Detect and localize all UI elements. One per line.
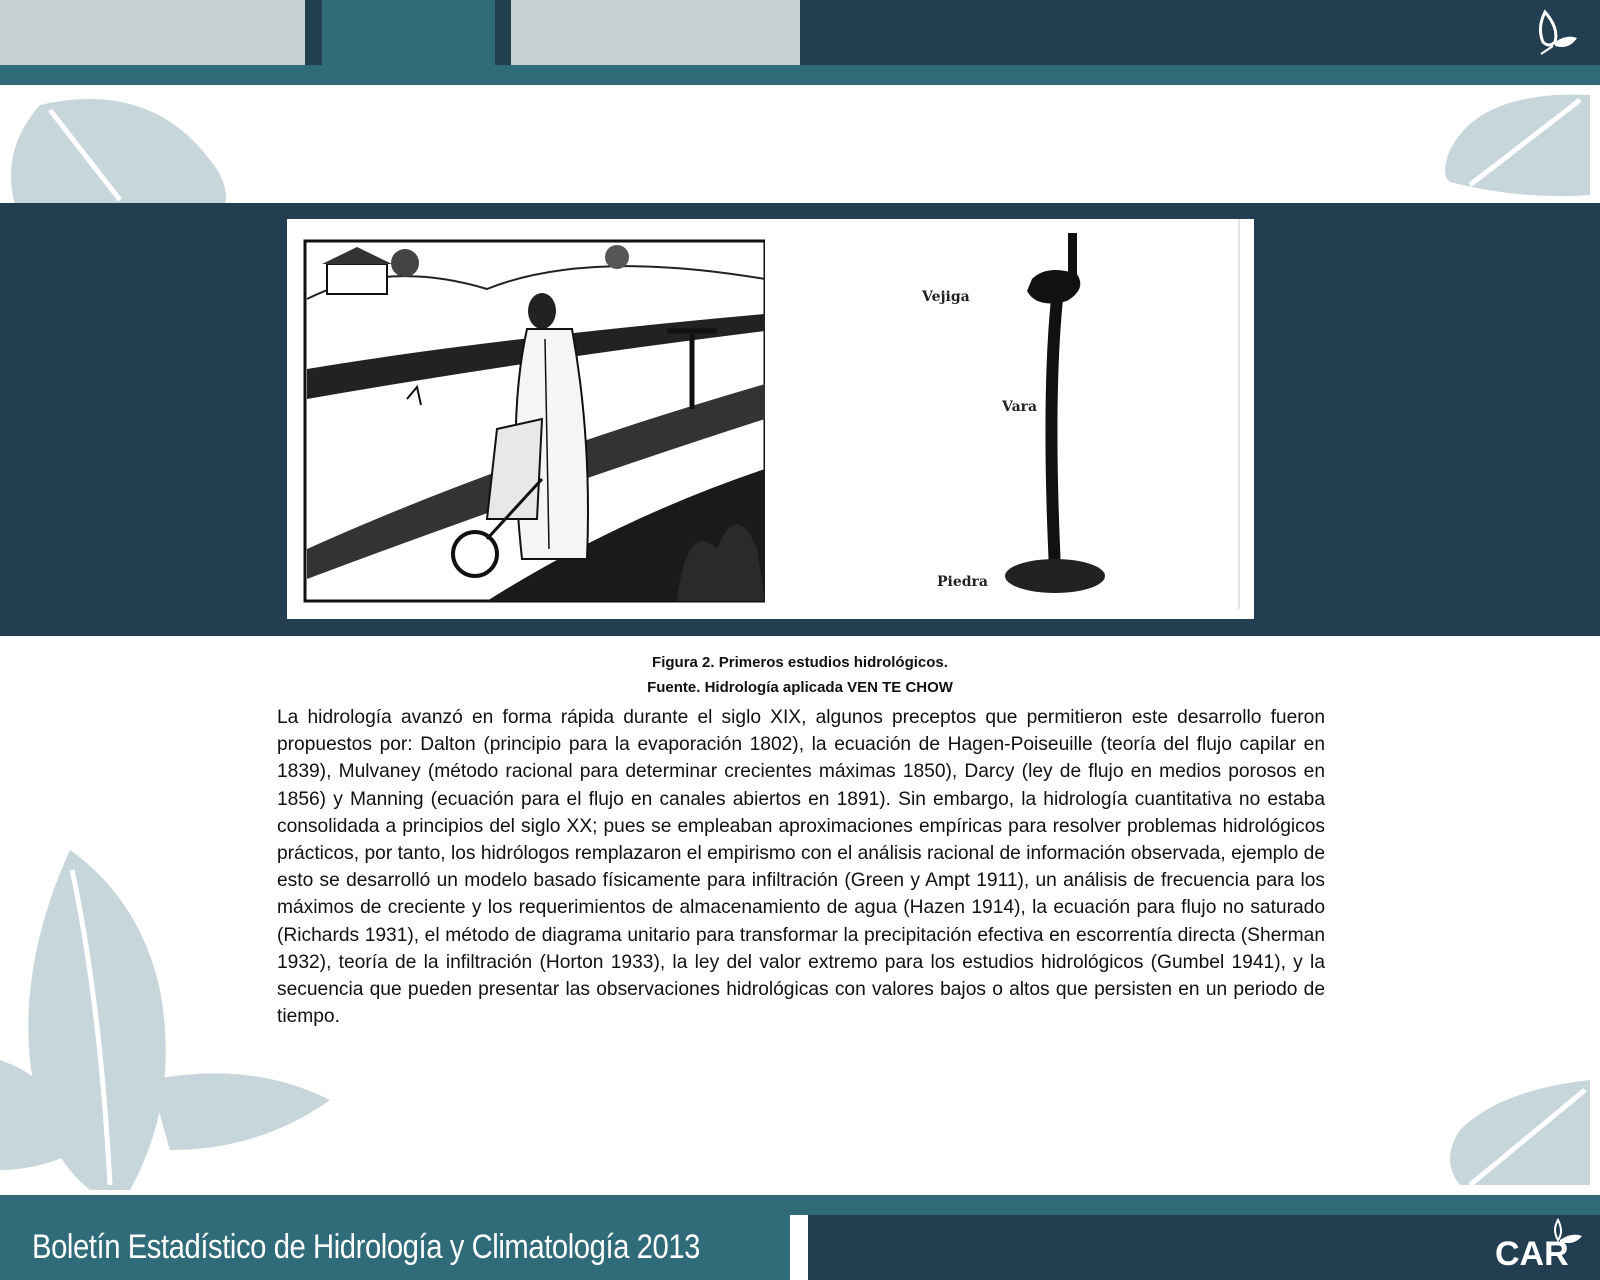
vara-label: Vara	[1002, 399, 1038, 415]
caption-source: Fuente. Hidrología aplicada VEN TE CHOW	[647, 679, 953, 696]
header-tab-block	[0, 0, 305, 65]
rod-diagram	[765, 219, 1254, 619]
butterfly-logo-icon	[1533, 8, 1583, 56]
body-paragraph: La hidrología avanzó en forma rápida durante el siglo XIX, algunos preceptos que permitieron este desarrollo fueron propuestos por: Dalton (principio para la evaporación 1802), la ecuación de Hagen-Poiseuille (teoría del flujo capilar en 1839), Mulvaney (método racional para determinar crecientes máximas 1850), Darcy (ley de flujo en medios porosos en 1856) y Manning (ecuación para el flujo en canales abiertos en 1891). Sin embargo, la hidrología cuantitativa no estaba consolidada a principios del siglo XX; pues se empleaban aproximaciones empíricas para resolver problemas hidrológicos prácticos, por tanto, los hidrólogos remplazaron el empirismo con el análisis racional de información observada, ejemplo de esto se desarrolló un modelo basado físicamente para infiltración (Green y Ampt 1911), un análisis de frecuencia para los máximos de creciente y los requerimientos de almacenamiento de agua (Hazen 1914), la ecuación para flujo no saturado (Richards 1931), el método de diagrama unitario para transformar la precipitación efectiva en escorrentía directa (Sherman 1932), teoría de la infiltración (Horton 1933), la ley del valor extremo para los estudios hidrológicos (Gumbel 1941), y la secuencia que pueden presentar las observaciones hidrológicas con valores bajos o altos que persisten en un periodo de tiempo.	[277, 707, 1325, 1028]
header-tab-block	[511, 0, 800, 65]
hydrology-illustration	[287, 219, 1254, 619]
piedra-label: Piedra	[937, 574, 988, 590]
header-strip	[0, 65, 1600, 85]
footer-title: Boletín Estadístico de Hidrología y Climatología 2013	[32, 1228, 700, 1266]
header-tab-block	[322, 0, 495, 65]
figure-caption	[0, 650, 1600, 700]
vejiga-label: Vejiga	[922, 289, 970, 305]
footer-logo-bar	[808, 1215, 1600, 1280]
leaf-icon	[150, 1073, 330, 1150]
car-logo: CAR	[1495, 1235, 1569, 1273]
figure-image	[287, 219, 1254, 619]
caption-title: Figura 2. Primeros estudios hidrológicos.	[652, 654, 948, 671]
leaf-icon	[1450, 1080, 1590, 1185]
engraving-panel	[305, 241, 765, 601]
leaf-icon	[11, 99, 226, 205]
footer-strip	[0, 1195, 1600, 1215]
